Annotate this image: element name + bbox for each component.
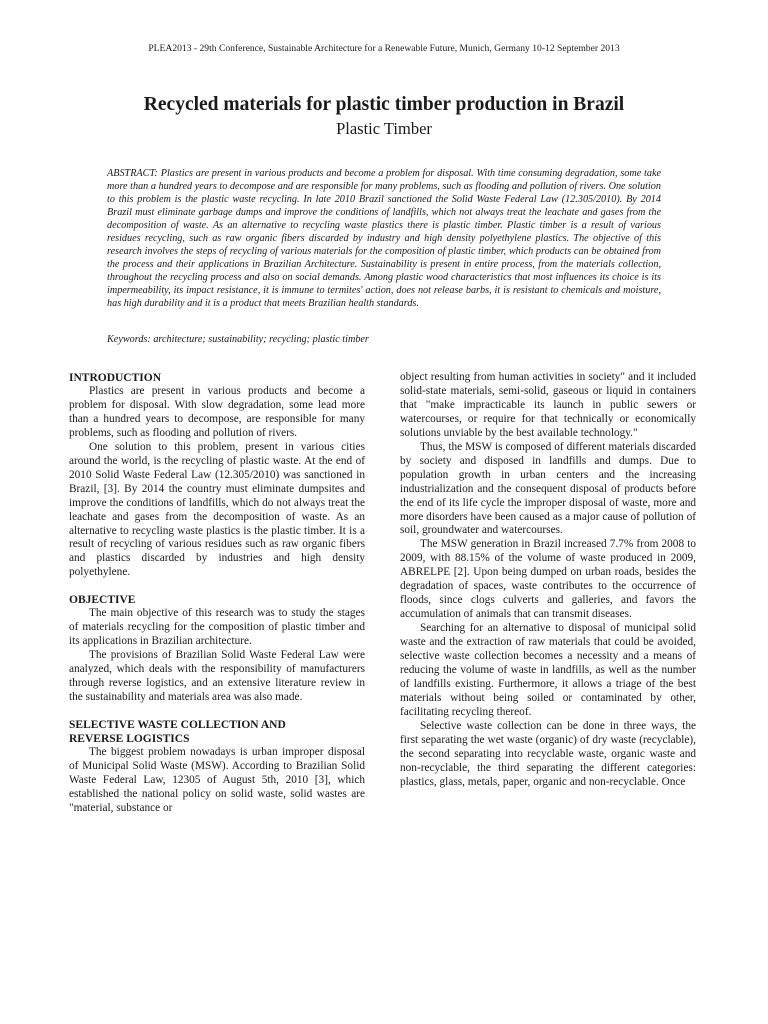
introduction-heading: INTRODUCTION (69, 372, 162, 384)
conference-header: PLEA2013 - 29th Conference, Sustainable Architecture for a Renewable Future, Munich, Germany 10-12 September 2013 (148, 43, 620, 54)
objective-heading: OBJECTIVE (69, 594, 136, 607)
keywords-label: Keywords: (107, 334, 151, 345)
msw-paragraph-4: Selective waste collection can be done in three ways, the first separating the wet waste (organic) of dry waste (recyclable), the second separating into recyclable waste, organic waste and non-recyclable, the third separating the different categories: plastics, glass, metals, paper, organic and non-recyclable. Once (400, 719, 696, 788)
paper-subtitle: Plastic Timber (336, 119, 432, 138)
msw-paragraph-1: Thus, the MSW is composed of different materials discarded by society and disposed in landfills and dumps. Due to population growth in urban centers and the increasing industrialization and the consequent disposal of products before the end of its life cycle the improper disposal of waste, more and more disorders have been caused as a major cause of pollution of soil, groundwater and watercourses. (400, 440, 696, 537)
left-column (69, 371, 365, 816)
selective-heading (69, 718, 365, 746)
introduction-paragraph-2: One solution to this problem, present in various cities around the world, is the recycling of plastic waste. At the end of 2010 Solid Waste Federal Law (12.305/2010) was sanctioned in Brazil, [3]. By 2014 the country must eliminate dumpsites and improve the conditions of landfills, which do not always treat the leachate and gases from the decomposition of waste. As an alternative to recycling waste plastics is the plastic timber. It is a result of recycling of various residues such as raw organic fibers and plastics discarded by industries and high density polyethylene. (69, 440, 365, 579)
selective-heading-line-1: SELECTIVE WASTE COLLECTION AND (69, 719, 286, 732)
paper-title: Recycled materials for plastic timber production in Brazil (143, 94, 625, 115)
objective-paragraph-2: The provisions of Brazilian Solid Waste Federal Law were analyzed, which deals with the responsibility of manufacturers through reverse logistics, and an extensive literature review in the sustainability and materials area was also made. (69, 649, 365, 704)
msw-paragraph-3: Searching for an alternative to disposal of municipal solid waste and the extraction of raw materials that could be avoided, selective waste collection becomes a necessity and a means of reducing the volume of waste in landfills, as well as the number of landfills existing. Furthermore, it allows a triage of the best materials without being soiled or contaminated by other, facilitating recycling thereof. (400, 622, 696, 718)
msw-paragraph-2: The MSW generation in Brazil increased 7.7% from 2008 to 2009, with 88.15% of the volume of waste produced in 2009, ABRELPE [2]. Upon being dumped on urban roads, besides the degradation of spaces, waste contributes to the occurrence of floods, since clogs culverts and galleries, and favors the accumulation of animals that can transmit diseases. (400, 538, 696, 621)
right-column (400, 371, 696, 790)
keywords-text: architecture; sustainability; recycling; plastic timber (153, 334, 369, 345)
objective-paragraph-1: The main objective of this research was to study the stages of materials recycling for the composition of plastic timber and its applications in Brazilian architecture. (69, 607, 365, 648)
introduction-paragraph-1: Plastics are present in various products and become a problem for disposal. With slow degradation, some lead more than a hundred years to decompose, are responsible for many problems, such as flooding and pollution of rivers. (69, 385, 365, 439)
abstract-text: Plastics are present in various products and become a problem for disposal. With time consuming degradation, some take more than a hundred years to decompose and are responsible for many problems, such as flooding and pollution of rivers. One solution to this problem is the plastic waste recycling. In late 2010 Brazil sanctioned the Solid Waste Federal Law (12.305/2010). By 2014 Brazil must eliminate garbage dumps and improve the conditions of landfills, which not always treat the leachate and gases from the decomposition of waste. As an alternative to recycling waste plastics there is plastic timber. Plastic timber is a result of various residues recycling, such as raw organic fibers discarded by industry and high density polyethylene plastics. The objective of this research involves the steps of recycling of various materials for the composition of plastic timber, which products can be obtained from the process and their applications in Brazilian Architecture. Sustainability is present in entire process, from the materials collection, throughout the recycling process and also on social demands. Among plastic wood characteristics that most influences its choice is its impermeability, its impact resistance, it is immune to termites' action, does not release barbs, it is resistant to chemicals and moisture, has high durability and it is a product that meets Brazilian health standards. (107, 168, 662, 310)
continued-paragraph: object resulting from human activities in society" and it included solid-state materials, semi-solid, gaseous or liquid in containers that "make impracticable its launch in public sewers or watercourses, or require for that technically or economically solutions unviable by the best available technology." (400, 371, 696, 439)
abstract-label: ABSTRACT: (107, 168, 158, 179)
abstract (107, 167, 661, 311)
selective-paragraph-1: The biggest problem nowadays is urban improper disposal of Municipal Solid Waste (MSW). According to Brazilian Solid Waste Federal Law, 12305 of August 5th, 2010 [3], which established the national policy on solid waste, solid wastes are "material, substance or (69, 746, 365, 814)
keywords (107, 333, 661, 346)
selective-heading-line-2: REVERSE LOGISTICS (69, 733, 190, 746)
